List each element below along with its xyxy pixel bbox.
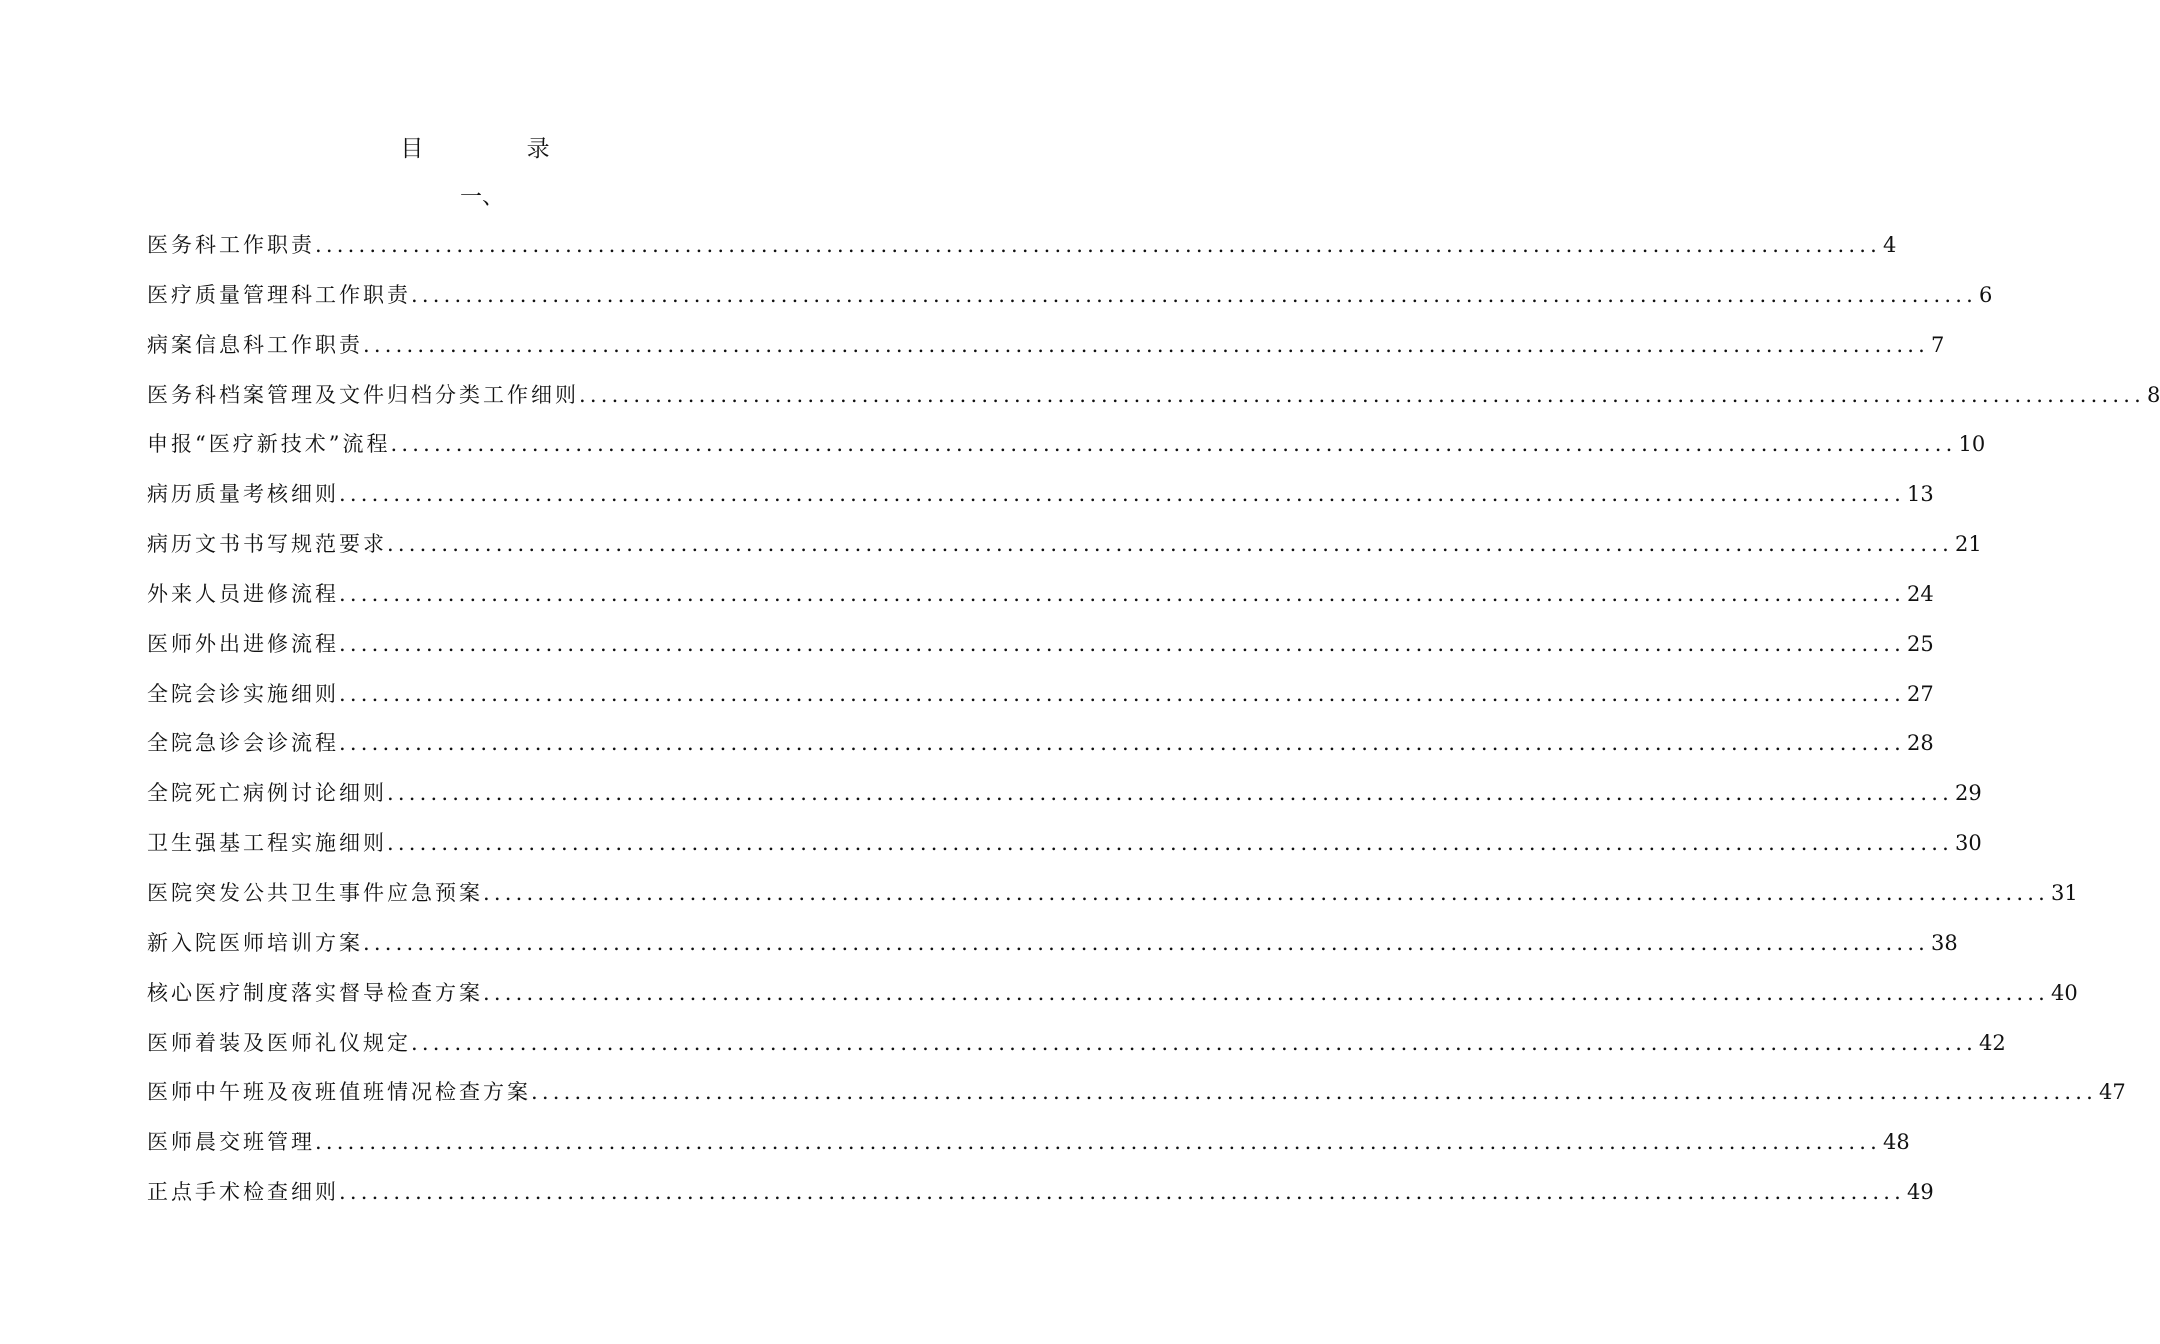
toc-entry-label: 医院突发公共卫生事件应急预案 [147,880,483,905]
toc-entry[interactable] [147,628,1934,678]
toc-entry[interactable] [147,678,1934,728]
toc-entry-label: 正点手术检查细则 [147,1180,339,1205]
toc-dot-leader: ................................................................................................................................................ [363,332,1930,357]
toc-entry-page-number: 25 [1907,631,1934,656]
toc-entry-page-number: 28 [1907,731,1934,756]
toc-entry[interactable] [147,827,1982,877]
section-number: 一、 [459,185,504,210]
toc-dot-leader: ................................................................................................................................................ [363,930,1930,955]
toc-entry-label: 医师着装及医师礼仪规定 [147,1030,411,1055]
toc-dot-leader: ................................................................................................................................................ [339,681,1906,706]
toc-entry-page-number: 7 [1931,332,1945,357]
toc-entry-page-number: 8 [2147,382,2160,407]
toc-entry-label: 医师外出进修流程 [147,631,339,656]
toc-entry-page-number: 13 [1907,482,1934,507]
toc-entry-label: 新入院医师培训方案 [147,930,363,955]
toc-entry-page-number: 48 [1883,1130,1910,1155]
toc-dot-leader: ................................................................................................................................................ [387,831,1954,856]
toc-dot-leader: ................................................................................................................................................ [411,1030,1978,1055]
toc-dot-leader: ................................................................................................................................................ [483,980,2050,1005]
toc-dot-leader: ................................................................................................................................................ [390,432,1957,457]
toc-entry-label: 医务科档案管理及文件归档分类工作细则 [147,382,579,407]
toc-entry-label: 卫生强基工程实施细则 [147,831,387,856]
toc-entry-page-number: 38 [1931,930,1958,955]
toc-entry-page-number: 31 [2051,880,2078,905]
toc-entry[interactable] [147,478,1934,528]
toc-entry-label: 申报“医疗新技术”流程 [147,432,391,457]
toc-entry-label: 医师晨交班管理 [147,1130,315,1155]
toc-entry[interactable] [147,279,1993,329]
toc-entry-page-number: 24 [1907,581,1934,606]
toc-entry-page-number: 40 [2051,980,2078,1005]
toc-entry[interactable] [147,977,2078,1027]
toc-entry-label: 病历文书书写规范要求 [147,532,387,557]
toc-entry[interactable] [147,727,1934,777]
table-of-contents [147,229,2160,1226]
toc-entry-label: 全院会诊实施细则 [147,681,339,706]
toc-entry-label: 病案信息科工作职责 [147,332,363,357]
toc-entry[interactable] [147,528,1982,578]
toc-entry-label: 病历质量考核细则 [147,482,339,507]
page-title: 目 录 [400,136,598,162]
toc-dot-leader: ................................................................................................................................................ [339,1180,1906,1205]
toc-dot-leader: ................................................................................................................................................ [315,1130,1882,1155]
toc-dot-leader: ................................................................................................................................................ [579,382,2146,407]
toc-entry-page-number: 47 [2099,1080,2126,1105]
toc-entry-page-number: 21 [1955,532,1982,557]
toc-entry-page-number: 30 [1955,831,1982,856]
toc-entry-page-number: 6 [1979,282,1993,307]
toc-entry[interactable] [147,329,1945,379]
toc-entry-label: 医师中午班及夜班值班情况检查方案 [147,1080,531,1105]
toc-dot-leader: ................................................................................................................................................ [387,532,1954,557]
toc-entry-label: 医疗质量管理科工作职责 [147,282,411,307]
toc-dot-leader: ................................................................................................................................................ [339,731,1906,756]
toc-entry-label: 医务科工作职责 [147,233,315,257]
toc-entry[interactable] [147,877,2078,927]
toc-entry[interactable] [147,927,1958,977]
toc-dot-leader: ................................................................................................................................................ [339,581,1906,606]
toc-entry[interactable] [147,777,1982,827]
toc-dot-leader: ................................................................................................................................................ [531,1080,2098,1105]
toc-dot-leader: ................................................................................................................................................ [315,233,1882,257]
toc-entry-label: 全院急诊会诊流程 [147,731,339,756]
toc-dot-leader: ................................................................................................................................................ [483,880,2050,905]
toc-dot-leader: ................................................................................................................................................ [339,482,1906,507]
toc-entry-page-number: 49 [1907,1180,1934,1205]
toc-dot-leader: ................................................................................................................................................ [339,631,1906,656]
toc-entry-page-number: 27 [1907,681,1934,706]
toc-entry-page-number: 42 [1979,1030,2006,1055]
toc-dot-leader: ................................................................................................................................................ [411,282,1978,307]
toc-entry[interactable] [147,379,2160,429]
toc-entry-page-number: 29 [1955,781,1982,806]
toc-entry-page-number: 4 [1883,233,1897,257]
toc-entry[interactable] [147,428,1986,478]
toc-dot-leader: ................................................................................................................................................ [387,781,1954,806]
toc-entry[interactable] [147,229,1897,279]
toc-entry[interactable] [147,578,1934,628]
toc-entry-label: 外来人员进修流程 [147,581,339,606]
toc-entry-page-number: 10 [1958,432,1986,457]
toc-entry-label: 核心医疗制度落实督导检查方案 [147,980,483,1005]
toc-entry[interactable] [147,1126,1910,1176]
toc-entry-label: 全院死亡病例讨论细则 [147,781,387,806]
toc-entry[interactable] [147,1076,2126,1126]
toc-entry[interactable] [147,1176,1934,1226]
toc-entry[interactable] [147,1027,2006,1077]
